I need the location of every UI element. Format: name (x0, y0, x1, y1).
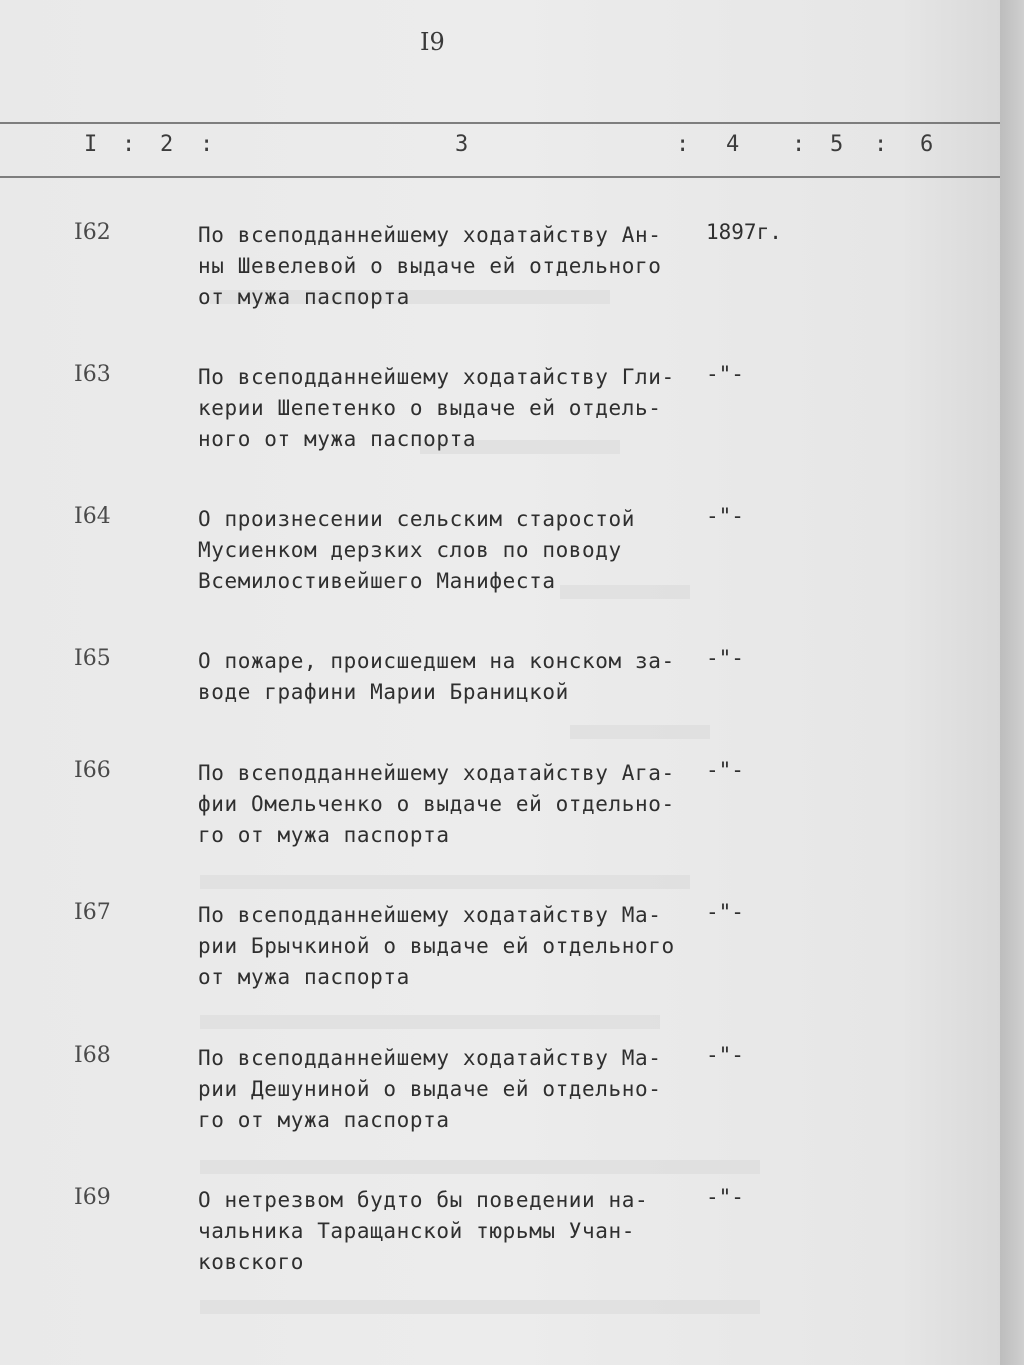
entry-date: -"- (706, 1043, 744, 1067)
entry-number: I66 (74, 758, 111, 783)
entry-date: -"- (706, 362, 744, 386)
page-number: I9 (420, 28, 445, 56)
entry-number: I69 (74, 1185, 111, 1210)
entry-number: I68 (74, 1043, 111, 1068)
entry-title: По всеподданнейшему ходатайству Ага- фии Омельченко о выдаче ей отдельно- го от мужа паспорта (198, 761, 675, 847)
entry-date: 1897г. (706, 220, 782, 244)
column-header-1: I (84, 132, 98, 157)
header-rule-top (0, 122, 1000, 124)
bleed-through-mark (570, 725, 710, 739)
entry-title: По всеподданнейшему ходатайству Ма- рии Дешуниной о выдаче ей отдельно- го от мужа паспорта (198, 1046, 662, 1132)
entry-number: I67 (74, 900, 111, 925)
column-header-separator: : (676, 132, 690, 157)
entry-title: По всеподданнейшему ходатайству Гли- керии Шепетенко о выдаче ей отдель- ного от мужа паспорта (198, 365, 675, 451)
column-header-4: 4 (726, 132, 740, 157)
column-header-separator: : (200, 132, 214, 157)
entry-number: I65 (74, 646, 111, 671)
page-edge-shadow (1000, 0, 1024, 1365)
bleed-through-mark (200, 1300, 760, 1314)
entry-number: I62 (74, 220, 111, 245)
bleed-through-mark (200, 1160, 760, 1174)
entry-number: I63 (74, 362, 111, 387)
entry-title: О произнесении сельским старостой Мусиенком дерзких слов по поводу Всемилостивейшего Манифеста (198, 507, 636, 593)
column-header-5: 5 (830, 132, 844, 157)
entry-title: О пожаре, происшедшем на конском за- воде графини Марии Браницкой (198, 649, 675, 704)
entry-number: I64 (74, 504, 111, 529)
entry-title: О нетрезвом будто бы поведении на- чальника Таращанской тюрьмы Учан- ковского (198, 1188, 649, 1274)
column-header-2: 2 (160, 132, 174, 157)
entry-title: По всеподданнейшему ходатайству Ан- ны Шевелевой о выдаче ей отдельного от мужа паспорта (198, 223, 662, 309)
bleed-through-mark (200, 875, 690, 889)
column-header-6: 6 (920, 132, 934, 157)
entry-date: -"- (706, 646, 744, 670)
column-header-3: 3 (455, 132, 469, 157)
header-rule-bottom (0, 176, 1000, 178)
entry-title: По всеподданнейшему ходатайству Ма- рии Брычкиной о выдаче ей отдельного от мужа паспорта (198, 903, 675, 989)
column-header-separator: : (792, 132, 806, 157)
column-header-separator: : (874, 132, 888, 157)
entry-date: -"- (706, 900, 744, 924)
bleed-through-mark (200, 1015, 660, 1029)
entry-date: -"- (706, 504, 744, 528)
entry-date: -"- (706, 758, 744, 782)
entry-date: -"- (706, 1185, 744, 1209)
column-header-separator: : (122, 132, 136, 157)
